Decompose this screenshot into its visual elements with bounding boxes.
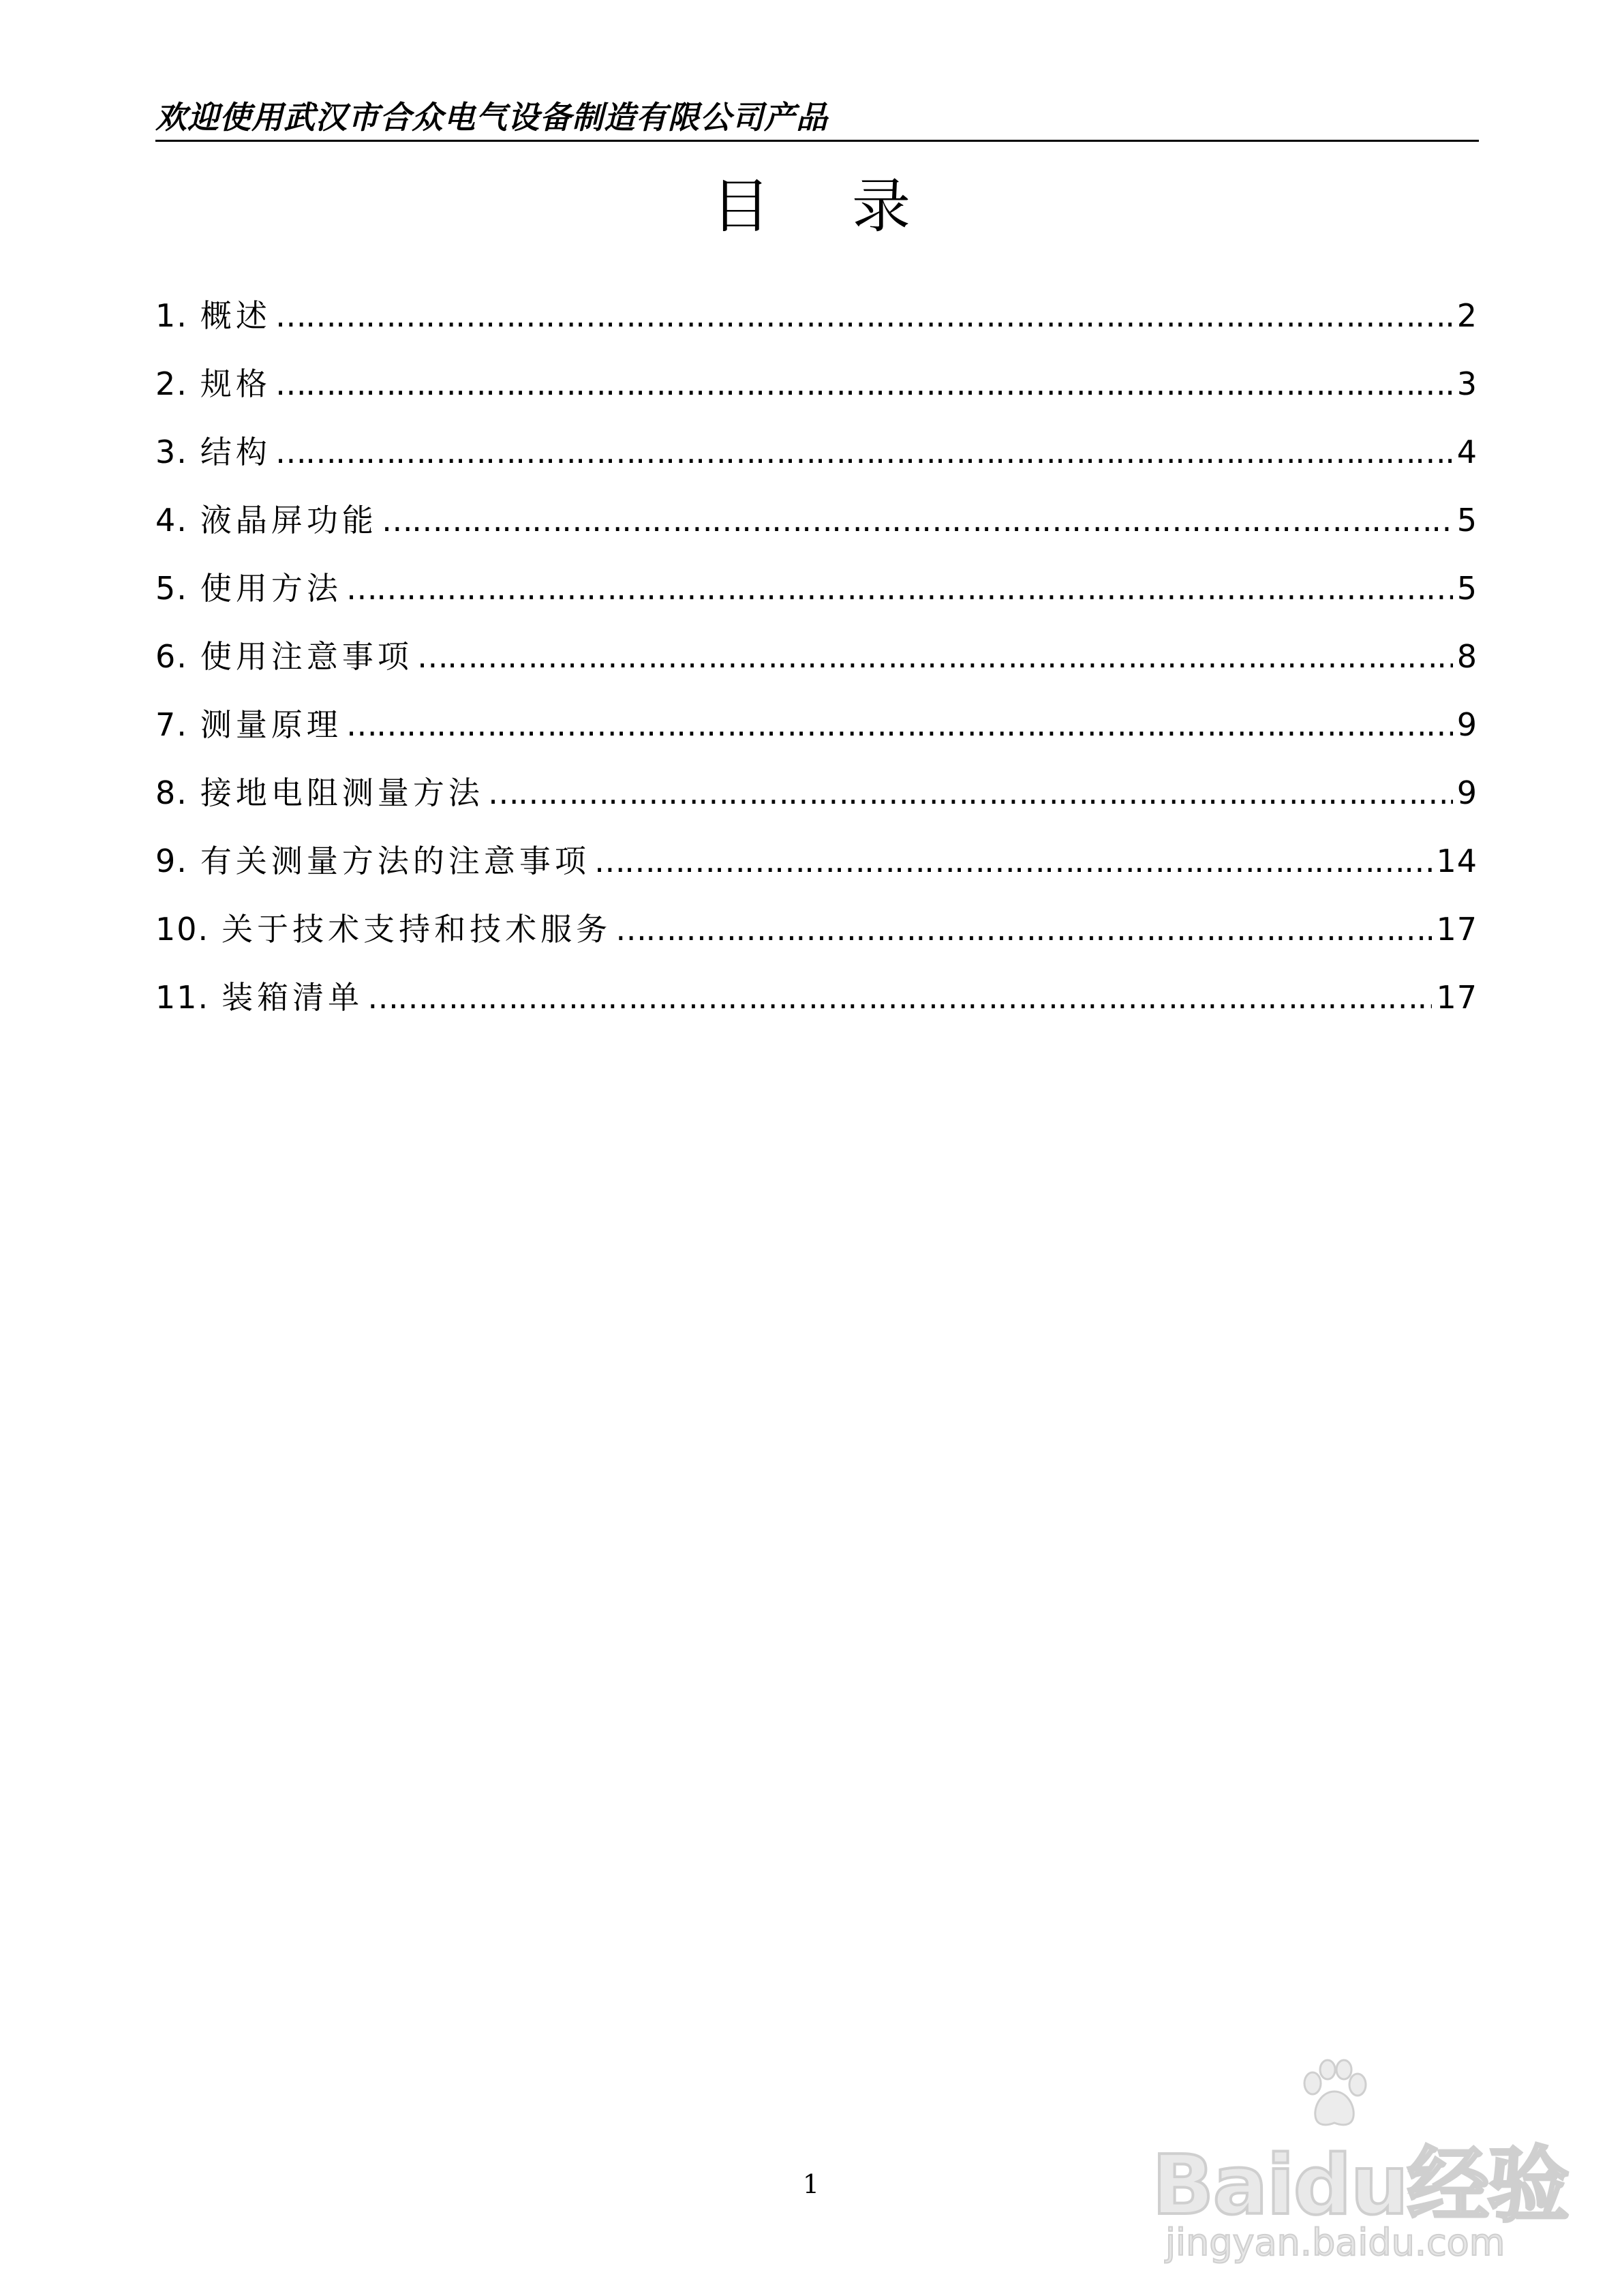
toc-dot-leader (346, 569, 1453, 607)
table-of-contents (155, 297, 1478, 1046)
toc-entry-number: 11. (155, 979, 210, 1016)
toc-entry-page: 17 (1436, 979, 1478, 1016)
toc-entry-page: 2 (1456, 297, 1478, 334)
baidu-jingyan-watermark (1152, 2059, 1568, 2264)
toc-entry-label: 概述 (200, 297, 271, 334)
toc-entry-page: 3 (1456, 365, 1478, 402)
toc-entry-number: 8. (155, 774, 188, 811)
watermark-url-text: jingyan.baidu.com (1165, 2221, 1505, 2264)
toc-entry-number: 4. (155, 502, 188, 539)
toc-entry-page: 4 (1456, 434, 1478, 470)
toc-entry-page: 9 (1456, 774, 1478, 811)
page-number: 1 (802, 2169, 820, 2199)
toc-entry[interactable] (155, 365, 1478, 433)
page-header (155, 89, 1479, 142)
toc-entry-number: 7. (155, 706, 188, 743)
toc-entry-page: 5 (1456, 502, 1478, 539)
toc-entry[interactable] (155, 774, 1478, 842)
toc-entry-label: 测量原理 (200, 706, 342, 743)
toc-entry-page: 8 (1456, 638, 1478, 675)
toc-dot-leader (615, 910, 1432, 948)
toc-entry-label: 关于技术支持和技术服务 (221, 911, 612, 948)
toc-entry-page: 9 (1456, 706, 1478, 743)
toc-entry[interactable] (155, 910, 1478, 978)
toc-dot-leader (346, 706, 1453, 744)
toc-entry[interactable] (155, 433, 1478, 501)
toc-entry-label: 使用方法 (200, 570, 342, 607)
toc-entry-page: 17 (1436, 911, 1478, 948)
toc-entry-page: 5 (1456, 570, 1478, 607)
toc-dot-leader (594, 842, 1433, 880)
toc-entry[interactable] (155, 501, 1478, 569)
toc-dot-leader (275, 433, 1453, 471)
toc-dot-leader (417, 637, 1453, 676)
toc-entry[interactable] (155, 637, 1478, 706)
toc-entry-number: 5. (155, 570, 188, 607)
toc-entry[interactable] (155, 978, 1478, 1046)
toc-entry-number: 3. (155, 434, 188, 470)
toc-entry[interactable] (155, 706, 1478, 774)
toc-entry-number: 6. (155, 638, 188, 675)
toc-entry-number: 9. (155, 843, 188, 879)
toc-dot-leader (367, 978, 1432, 1016)
toc-dot-leader (275, 365, 1453, 403)
toc-entry-page: 14 (1436, 843, 1478, 879)
page-title: 目录 (711, 172, 992, 241)
toc-entry[interactable] (155, 569, 1478, 637)
toc-entry-label: 规格 (200, 365, 271, 402)
toc-entry[interactable] (155, 842, 1478, 910)
toc-entry-label: 使用注意事项 (200, 638, 413, 675)
toc-dot-leader (275, 297, 1453, 335)
toc-entry-number: 1. (155, 297, 188, 334)
toc-entry-number: 2. (155, 365, 188, 402)
toc-entry[interactable] (155, 297, 1478, 365)
watermark-brand-text: Baidu经验 (1152, 2139, 1568, 2233)
toc-entry-label: 接地电阻测量方法 (200, 774, 484, 811)
toc-dot-leader (382, 501, 1453, 539)
header-company-text: 欢迎使用武汉市合众电气设备制造有限公司产品 (155, 99, 828, 136)
toc-entry-label: 装箱清单 (221, 979, 364, 1016)
toc-dot-leader (488, 774, 1453, 812)
toc-entry-label: 有关测量方法的注意事项 (200, 843, 590, 879)
toc-entry-number: 10. (155, 911, 210, 948)
toc-entry-label: 液晶屏功能 (200, 502, 378, 539)
toc-entry-label: 结构 (200, 434, 271, 470)
